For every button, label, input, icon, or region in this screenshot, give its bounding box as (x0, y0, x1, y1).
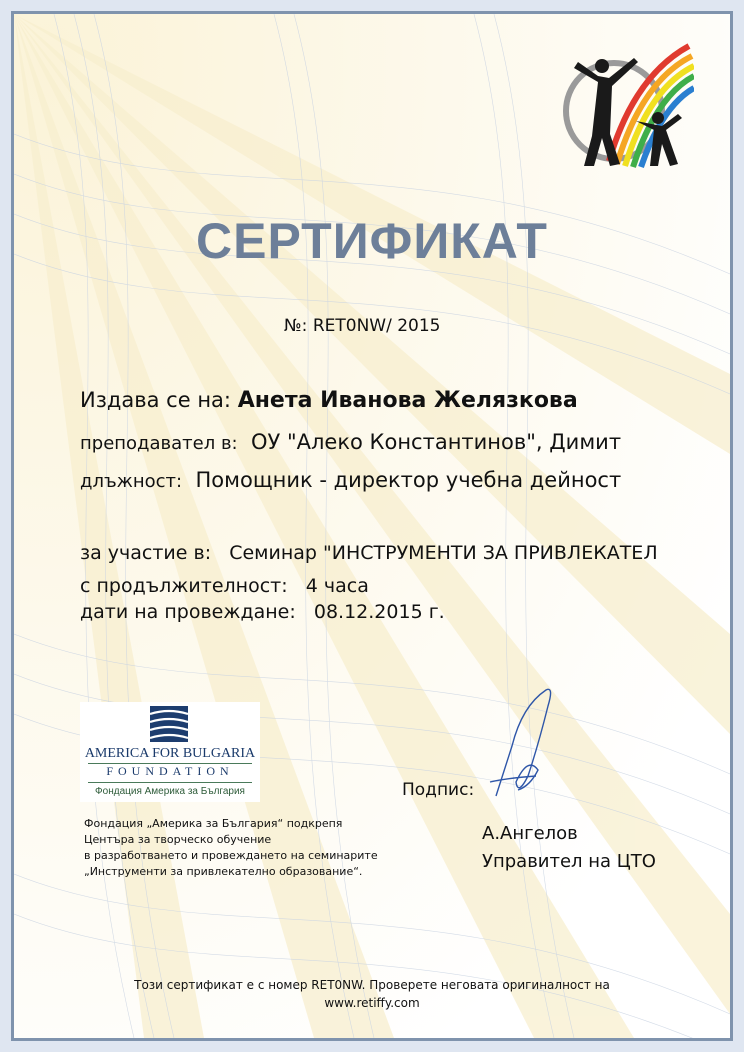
footer-text: Този сертификат е с номер RET0NW. Проверете неговата оригиналност на (134, 978, 610, 992)
issued-label: Издава се на: (80, 388, 231, 412)
afb-logo-bulgarian: Фондация Америка за България (95, 786, 245, 797)
verification-footer (14, 976, 730, 1012)
participation-value: Семинар "ИНСТРУМЕНТИ ЗА ПРИВЛЕКАТЕЛ (229, 542, 658, 564)
position-row (80, 468, 621, 492)
dates-label: дати на провеждане: (80, 601, 296, 623)
sponsor-line: в разработването и провеждането на семинарите (84, 849, 378, 862)
signer-role: Управител на ЦТО (482, 851, 656, 872)
dancing-figures-logo-icon (554, 26, 694, 176)
afb-divider-bottom (88, 782, 252, 783)
duration-row (80, 575, 369, 597)
certificate-title: СЕРТИФИКАТ (196, 213, 548, 269)
participation-row (80, 542, 658, 564)
verification-link[interactable]: www.retiffy.com (324, 996, 420, 1010)
dates-value: 08.12.2015 г. (313, 601, 445, 623)
afb-logo-foundation: FOUNDATION (106, 764, 234, 778)
dates-row (80, 601, 445, 623)
school-name: ОУ "Алеко Константинов", Димит (250, 430, 622, 454)
signer-name: А.Ангелов (482, 823, 578, 844)
afb-logo-name: AMERICA FOR BULGARIA (84, 746, 256, 761)
handwritten-signature-icon (488, 686, 558, 806)
position-label: длъжност: (80, 471, 183, 492)
certificate-frame (11, 11, 733, 1041)
participation-label: за участие в: (80, 542, 212, 564)
teacher-label: преподавател в: (80, 433, 238, 454)
signer-block (482, 820, 656, 876)
sponsor-line: „Инструменти за привлекателно образование“. (84, 865, 363, 878)
recipient-name: Анета Иванова Желязкова (237, 388, 578, 413)
duration-label: с продължителност: (80, 575, 288, 597)
teacher-row (80, 430, 621, 454)
issued-to-row (80, 388, 578, 413)
sponsor-statement (84, 816, 464, 880)
duration-value: 4 часа (305, 575, 369, 597)
number-value: RET0NW/ 2015 (312, 316, 441, 336)
certificate-number (284, 316, 441, 336)
number-label: №: (284, 316, 308, 336)
sponsor-line: Центъра за творческо обучение (84, 833, 272, 846)
america-for-bulgaria-logo (80, 702, 260, 802)
signature-label: Подпис: (402, 780, 475, 800)
sponsor-line: Фондация „Америка за България“ подкрепя (84, 817, 343, 830)
afb-flag-icon (150, 706, 188, 742)
position-value: Помощник - директор учебна дейност (195, 468, 622, 492)
